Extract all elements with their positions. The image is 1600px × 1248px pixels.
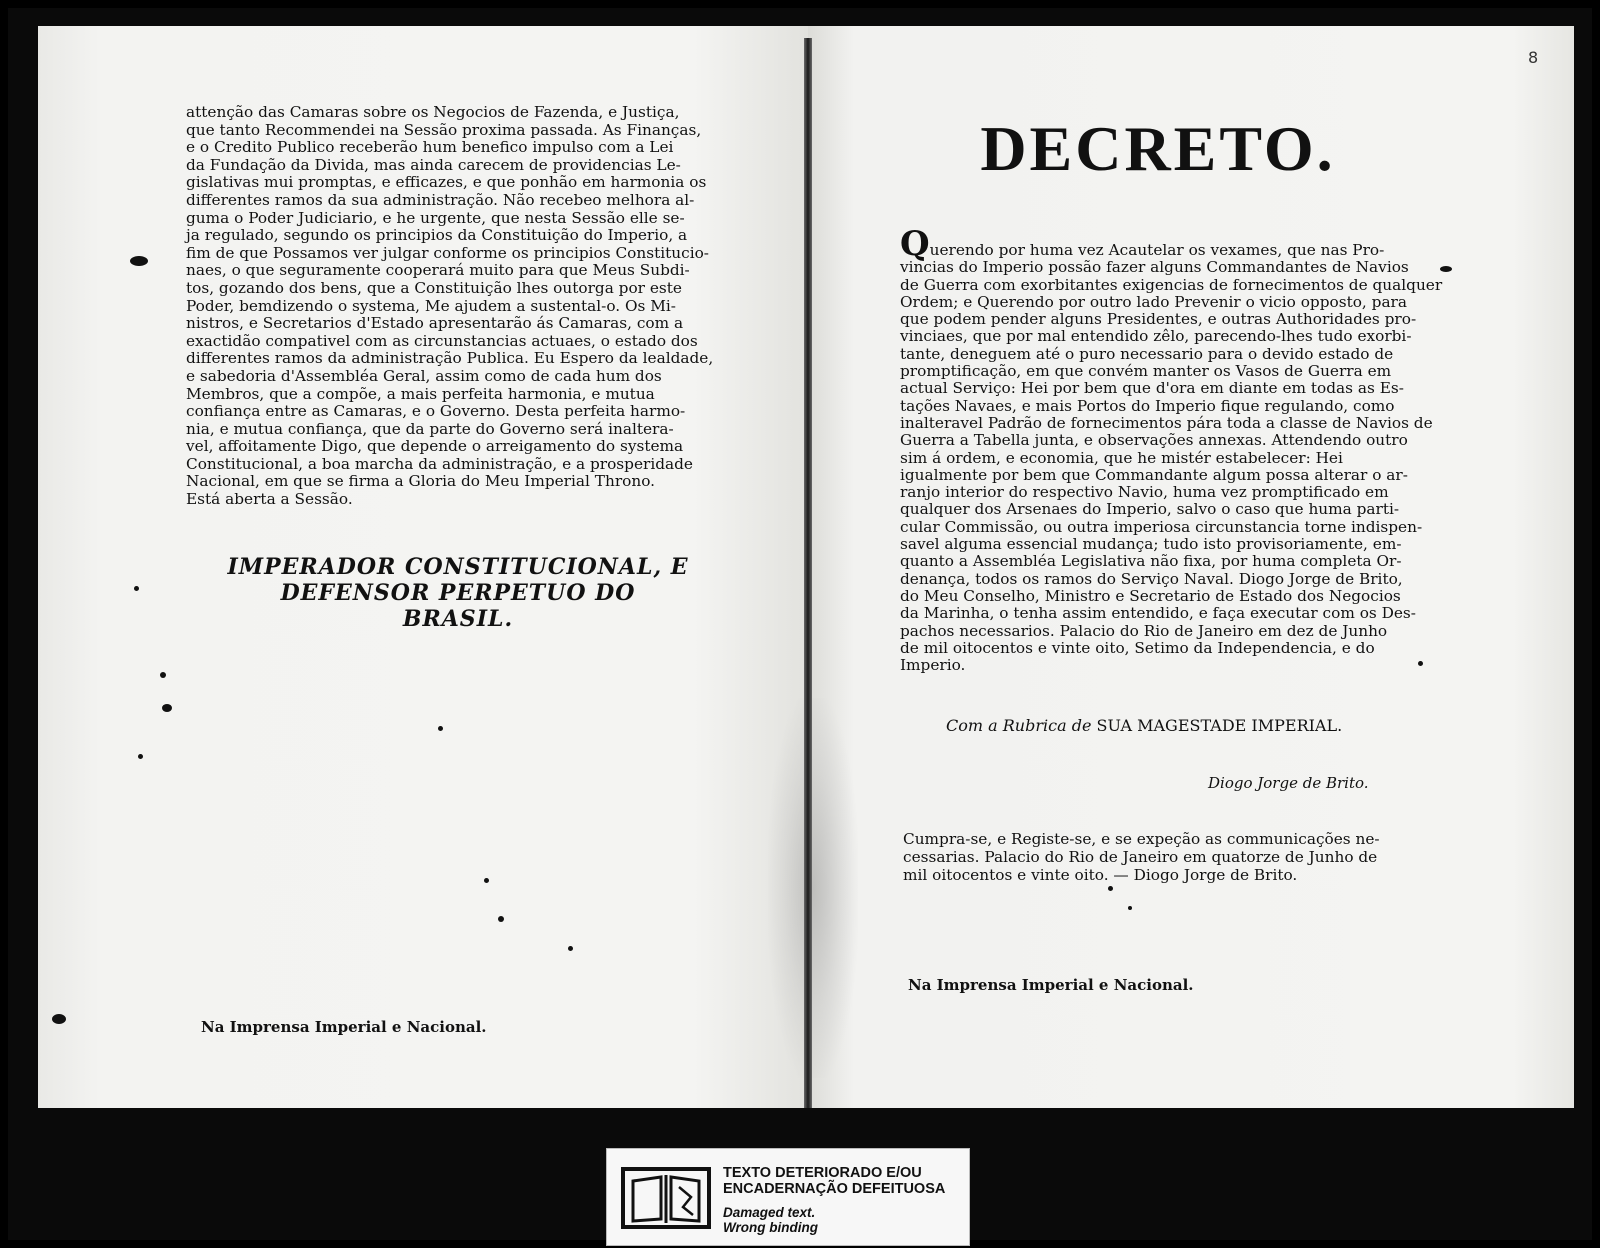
decree-line: qualquer dos Arsenaes do Imperio, salvo o caso que huma parti- (900, 500, 1400, 519)
cumpra-line: cessarias. Palacio do Rio de Janeiro em quatorze de Junho de (903, 848, 1378, 866)
decree-line: de mil oitocentos e vinte oito, Setimo da Independencia, e do (900, 638, 1375, 657)
decree-line: tante, deneguem até o puro necessario para o devido estado de (900, 344, 1394, 363)
ink-blot (130, 256, 148, 266)
body-line: naes, o que seguramente cooperará muito para que Meus Subdi- (186, 261, 690, 280)
decree-line: denança, todos os ramos do Serviço Naval. Diogo Jorge de Brito, (900, 569, 1403, 588)
decree-line: da Marinha, o tenha assim entendido, e faça executar com os Des- (900, 604, 1416, 623)
body-line: e sabedoria d'Assembléa Geral, assim como de cada hum dos (186, 366, 662, 385)
label-line-en: Wrong binding (723, 1220, 818, 1235)
body-line: ja regulado, segundo os principios da Constituição do Imperio, a (186, 226, 688, 245)
folio-number: 8 (1528, 48, 1539, 67)
closing-line: IMPERADOR CONSTITUCIONAL, E (227, 554, 689, 580)
rubrica-prefix: Com a Rubrica de (946, 716, 1092, 735)
ink-blot (52, 1014, 66, 1024)
decree-line: cular Commissão, ou outra imperiosa circunstancia torne indispen- (900, 517, 1423, 536)
decree-line: inalteravel Padrão de fornecimentos pára toda a classe de Navios de (900, 413, 1433, 432)
body-line: nia, e mutua confiança, que da parte do Governo será inaltera- (186, 419, 674, 438)
ink-blot (498, 916, 504, 922)
cumpra-text (903, 830, 1483, 884)
decree-text (900, 224, 1490, 675)
cumpra-line: Cumpra-se, e Registe-se, e se expeção as communicações ne- (903, 830, 1380, 848)
decree-line: vinciaes, que por mal entendido zêlo, parecendo-lhes tudo exorbi- (900, 327, 1412, 346)
decree-line: de Guerra com exorbitantes exigencias de fornecimentos de qualquer (900, 275, 1443, 294)
decree-line: vincias do Imperio possão fazer alguns Commandantes de Navios (900, 258, 1409, 277)
body-line: gislativas mui promptas, e efficazes, e que ponhão em harmonia os (186, 173, 707, 192)
body-line: e o Credito Publico receberão hum benefico impulso com a Lei (186, 138, 674, 157)
left-body-text (186, 104, 736, 509)
scan-frame (8, 8, 1592, 1240)
body-line: vel, affoitamente Digo, que depende o arreigamento do systema (186, 437, 684, 456)
ink-blot (138, 754, 143, 759)
ink-blot (568, 946, 573, 951)
decree-line: Ordem; e Querendo por outro lado Prevenir o vicio opposto, para (900, 292, 1407, 311)
decree-title: DECRETO. (980, 113, 1336, 184)
closing-title (158, 554, 758, 632)
decree-line: Imperio. (900, 656, 966, 675)
body-line: que tanto Recommendei na Sessão proxima passada. As Finanças, (186, 120, 702, 139)
ink-blot (160, 672, 166, 678)
signature: Diogo Jorge de Brito. (1208, 774, 1369, 792)
decree-line: ranjo interior do respectivo Navio, huma vez promptificado em (900, 483, 1389, 502)
body-line: Está aberta a Sessão. (186, 490, 353, 509)
closing-line: BRASIL. (402, 606, 514, 632)
damage-notice-label (606, 1148, 970, 1246)
cumpra-line: mil oitocentos e vinte oito. — Diogo Jorge de Brito. (903, 866, 1298, 884)
rubrica-name: SUA MAGESTADE IMPERIAL. (1096, 716, 1343, 735)
label-line-pt: TEXTO DETERIORADO E/OU (723, 1165, 922, 1181)
body-line: attenção das Camaras sobre os Negocios de Fazenda, e Justiça, (186, 103, 680, 121)
ink-blot (1418, 661, 1423, 666)
rubrica-line (946, 716, 1342, 735)
decree-line: igualmente por bem que Commandante algum possa alterar o ar- (900, 465, 1408, 484)
ink-blot (438, 726, 443, 731)
ink-blot (1128, 906, 1132, 910)
ink-blot (1108, 886, 1113, 891)
decree-line: actual Serviço: Hei por bem que d'ora em diante em todas as Es- (900, 379, 1404, 398)
body-line: Nacional, em que se firma a Gloria do Meu Imperial Throno. (186, 472, 655, 491)
ink-blot (484, 878, 489, 883)
decree-line: do Meu Conselho, Ministro e Secretario de Estado dos Negocios (900, 586, 1401, 605)
body-line: Constitucional, a boa marcha da administração, e a prosperidade (186, 454, 693, 473)
decree-line: quanto a Assembléa Legislativa não fixa, por huma completa Or- (900, 552, 1402, 571)
decree-line: promptificação, em que convém manter os Vasos de Guerra em (900, 362, 1392, 381)
body-line: differentes ramos da administração Publica. Eu Espero da lealdade, (186, 349, 714, 368)
ink-blot (162, 704, 172, 712)
decree-line: pachos necessarios. Palacio do Rio de Janeiro em dez de Junho (900, 621, 1388, 640)
right-imprint: Na Imprensa Imperial e Nacional. (908, 976, 1194, 994)
damaged-book-icon (621, 1167, 711, 1229)
body-line: guma o Poder Judiciario, e he urgente, que nesta Sessão elle se- (186, 208, 685, 227)
label-line-pt: ENCADERNAÇÃO DEFEITUOSA (723, 1181, 946, 1197)
decree-line: uerendo por huma vez Acautelar os vexames, que nas Pro- (929, 241, 1385, 259)
decree-line: savel alguma essencial mudança; tudo isto provisoriamente, em- (900, 535, 1402, 554)
decree-line: Guerra a Tabella junta, e observações annexas. Attendendo outro (900, 431, 1408, 450)
dropcap: Q (900, 224, 930, 264)
ink-blot (134, 586, 139, 591)
body-line: nistros, e Secretarios d'Estado apresentarão ás Camaras, com a (186, 314, 684, 333)
body-line: differentes ramos da sua administração. Não recebeo melhora al- (186, 190, 695, 209)
decree-line: que podem pender alguns Presidentes, e outras Authoridades pro- (900, 310, 1417, 329)
decree-line: tações Navaes, e mais Portos do Imperio fique regulando, como (900, 396, 1395, 415)
body-line: fim de que Possamos ver julgar conforme os principios Constitucio- (186, 243, 709, 262)
body-line: exactidão compativel com as circunstancias actuaes, o estado dos (186, 331, 698, 350)
body-line: tos, gozando dos bens, que a Constituição lhes outorga por este (186, 278, 682, 297)
label-text (723, 1165, 963, 1235)
decree-first-line (900, 224, 1490, 264)
label-line-en: Damaged text. (723, 1205, 816, 1220)
body-line: da Fundação da Divida, mas ainda carecem de providencias Le- (186, 155, 681, 174)
ink-blot (1440, 266, 1452, 272)
decree-line: sim á ordem, e economia, que he mistér estabelecer: Hei (900, 448, 1343, 467)
left-imprint: Na Imprensa Imperial e Nacional. (201, 1018, 487, 1036)
body-line: Membros, que a compõe, a mais perfeita harmonia, e mutua (186, 384, 655, 403)
body-line: Poder, bemdizendo o systema, Me ajudem a sustental-o. Os Mi- (186, 296, 676, 315)
closing-line: DEFENSOR PERPETUO DO (280, 580, 636, 606)
left-page (38, 26, 808, 1108)
right-page (808, 26, 1574, 1108)
binding-gutter (804, 38, 812, 1108)
body-line: confiança entre as Camaras, e o Governo. Desta perfeita harmo- (186, 402, 686, 421)
